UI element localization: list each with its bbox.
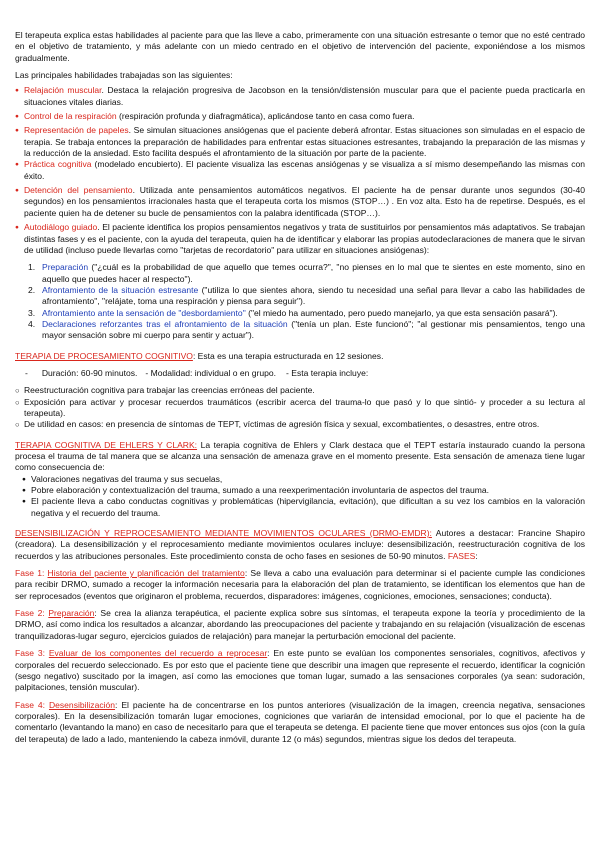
phase-number: 1.: [28, 262, 36, 273]
emdr-fases-label: FASES: [447, 550, 476, 561]
ehlers-text: La terapia cognitiva de Ehlers y Clark destaca que el TEPT estaría instaurado cuando la persona procesa el trauma de tal manera que se alcanza una sensación de amenaza grave en el momento presente. Esta sensación de amenaza tiene lugar como consecuencia de:: [15, 439, 585, 473]
skill-item-cognitive-practice: [15, 159, 585, 182]
ehlers-title: TERAPIA COGNITIVA DE EHLERS Y CLARK:: [15, 439, 198, 450]
tpc-detail-includes: - Esta terapia incluye:: [286, 367, 369, 378]
tpc-section: [15, 351, 585, 362]
phase-text: ("¿cuál es la probabilidad de que aquello que temes ocurra?", "no pienses en lo mal que te sientes en este momento, sino en aquello que puedes hacer al respecto").: [42, 262, 585, 284]
phase-name: Afrontamiento de la situación estresante: [42, 284, 199, 295]
phase-text: ("utiliza lo que sientes ahora, siendo tu necesidad una señal para llevar a cabo las habilidades de afrontamiento", "relájate, toma una respiración y piensa para seguir").: [42, 284, 585, 307]
phase-item-overwhelm: [15, 308, 585, 319]
emdr-phase-title: Evaluar de los componentes del recuerdo a reprocesar: [48, 648, 268, 659]
tpc-detail-modality: - Modalidad: individual o en grupo.: [145, 367, 277, 378]
skill-text: (modelado encubierto). El paciente visualiza las escenas ansiógenas y se visualiza a sí mismo desempeñando las mismas con éxito.: [24, 159, 585, 181]
skill-text: (respiración profunda y diafragmática), aplicándose tanto en casa como fuera.: [116, 111, 415, 122]
phase-item-coping: [15, 285, 585, 308]
skill-name: Representación de papeles: [24, 125, 129, 136]
emdr-phase-text: : En este punto se evalúan los componentes sensoriales, cognitivos, afectivos y corporales del recuerdo seleccionado. Es por esto que el paciente tiene que describir una imagen que represente el recuerdo, identificar la cognición (sesgo negativo) suscitado por la imagen, así como las emociones que toman lugar, sumado a las sensaciones corporales (ya sean: sudoración, palpitaciones, tensión muscular).: [15, 648, 585, 693]
phase-number: 4.: [28, 318, 36, 329]
phase-text: ("tenía un plan. Este funcionó"; "al gestionar mis pensamientos, tengo una mayor sensación sobre mi cuerpo para sentir y actuar").: [42, 318, 585, 341]
emdr-title: DESENSIBILIZACIÓN Y REPROCESAMIENTO MEDIANTE MOVIMIENTOS OCULARES (DRMO-EMDR):: [15, 528, 432, 539]
emdr-phase-label: Fase 2:: [15, 608, 49, 619]
emdr-fases-suffix: :: [475, 550, 478, 561]
skill-name: Práctica cognitiva: [24, 159, 92, 170]
tpc-detail-duration: Duración: 60-90 minutos.: [41, 367, 138, 378]
emdr-phase-1: [15, 568, 585, 602]
emdr-phase-title: Preparación: [48, 608, 95, 619]
tpc-item: ○ Reestructuración cognitiva para trabajar las creencias erróneas del paciente.: [15, 385, 585, 396]
skill-item-relaxation: [15, 85, 585, 108]
ehlers-item: ● Pobre elaboración y contextualización del trauma, sumado a una reexperimentación involuntaria de aspectos del trauma.: [15, 485, 585, 496]
phase-text: ("el miedo ha aumentado, pero puedo manejarlo, ya que esta sensación pasará").: [245, 307, 558, 318]
ehlers-item: ● El paciente lleva a cabo conductas cognitivas y problemáticas (hipervigilancia, evitación), que dificultan a su vez los cambios en la valoración negativa y el recuerdo del trauma.: [15, 496, 585, 519]
tpc-detail-dash: -: [25, 367, 28, 378]
emdr-phase-label: Fase 1:: [15, 568, 48, 579]
emdr-phase-text: : El paciente ha de concentrarse en los puntos anteriores (visualización de la imagen, creencia negativa, sensaciones corporales). En la desensibilización tomarán lugar emociones, cogniciones que variarán de intensidad emocional, por lo que el paciente ha de comentarlo (levantando la mano) en caso de necesitarlo para que el terapeuta se detenga. El paciente tiene que mover entonces sus ojos (con la guía del terapeuta) de lado a lado, manteniendo la cabeza inmóvil, durante 12 (o más) segundos, mientras sigue los dedos del terapeuta.: [15, 699, 585, 744]
emdr-text: Autores a destacar: Francine Shapiro (creadora). La desensibilización y el reprocesamiento mediante movimientos oculares incluye: desensibilización, reestructuración cognitiva de los recuerdos y las atribuciones personales. Este procedimiento consta de ocho fases en sesiones de 50-90 minutos.: [15, 528, 585, 561]
skill-name: Detención del pensamiento: [24, 185, 133, 196]
phase-item-preparation: [15, 262, 585, 285]
tpc-item: ○ Exposición para activar y procesar recuerdos traumáticos (escribir acerca del trauma-lo que pasó y lo que sintió- y proceder a su lectura al terapeuta).: [15, 397, 585, 420]
phase-name: Afrontamiento ante la sensación de "desbordamiento": [42, 307, 246, 318]
phase-item-reinforcing: [15, 319, 585, 342]
emdr-phase-text: : Se crea la alianza terapéutica, el paciente explica sobre sus síntomas, el terapeuta expone la teoría y procedimiento de la DRMO, así como indica los resultados a alcanzar, abordando las preocupaciones del paciente y trabajando en su relajación (visualización de escenas tranquilizadoras-lugar seguro, ejercicios guiados de relajación) para manejar la perturbación emocional del paciente.: [15, 608, 585, 641]
emdr-phase-label: Fase 3:: [15, 648, 49, 659]
emdr-section: [15, 528, 585, 562]
skill-item-thought-stopping: [15, 185, 585, 219]
ehlers-item: ● Valoraciones negativas del trauma y sus secuelas,: [15, 474, 585, 485]
phase-name: Preparación: [42, 262, 89, 273]
phase-number: 2.: [28, 284, 36, 295]
skill-text: . El paciente identifica los propios pensamientos negativos y trata de sustituirlos por pensamientos más adaptativos. Se trabajan distintas fases y es el paciente, con la ayuda del terapeuta, quien ha de identificar y elaborar las propias autodeclaraciones de manera que le sirvan de utilidad (incluso puede llevarlas como "tarjetas de recordatorio" para utilizar en situaciones ansiógenas):: [24, 222, 586, 255]
skill-name: Autodiálogo guiado: [24, 222, 98, 233]
tpc-title: TERAPIA DE PROCESAMIENTO COGNITIVO: [15, 350, 193, 361]
emdr-phase-text: : Se lleva a cabo una evaluación para determinar si el paciente cumple las condiciones para recibir DRMO, sumado a recoger la información necesaria para la elaboración del plan de tratamiento, se identifican los elementos que han de ser reprocesados (eventos que originaron el problema, recuerdos, disparadores: imágenes, cogniciones, emociones, sensaciones; conducta).: [15, 568, 585, 601]
emdr-phase-2: [15, 608, 585, 642]
skill-text: . Destaca la relajación progresiva de Jacobson en la tensión/distensión muscular para que el paciente pueda practicarla en situaciones vitales diarias.: [24, 85, 586, 107]
skills-heading: Las principales habilidades trabajadas son las siguientes:: [15, 70, 233, 81]
phase-number: 3.: [28, 307, 36, 318]
ehlers-section: [15, 440, 585, 474]
skill-text: . Se simulan situaciones ansiógenas que el paciente deberá afrontar. Estas situaciones son simuladas en el espacio de terapia. Se trabaja entonces la preparación de habilidades para enfrentar estas situaciones estresantes, trabajando la preparación de las mismas y la reducción de la ansiedad. Esto facilita después el afrontamiento de la situación por parte de la paciente.: [24, 125, 586, 159]
skill-item-role-play: [15, 125, 585, 159]
tpc-details: [15, 368, 585, 379]
skill-item-breathing: [15, 111, 585, 122]
emdr-phase-title: Historia del paciente y planificación del tratamiento: [47, 568, 245, 579]
tpc-text: : Esta es una terapia estructurada en 12 sesiones.: [192, 350, 384, 361]
emdr-phase-3: [15, 648, 585, 693]
emdr-phase-title: Desensibilización: [48, 699, 116, 710]
phase-name: Declaraciones reforzantes tras el afrontamiento de la situación: [42, 318, 288, 329]
emdr-phase-label: Fase 4:: [15, 699, 49, 710]
skill-name: Control de la respiración: [24, 111, 117, 122]
skill-item-guided-self-talk: [15, 222, 585, 256]
skill-name: Relajación muscular: [24, 85, 102, 96]
tpc-item: ○ De utilidad en casos: en presencia de síntomas de TEPT, víctimas de agresión física y sexual, excombatientes, o desastres, entre otros.: [15, 419, 585, 430]
skill-text: . Utilizada ante pensamientos automáticos negativos. El paciente ha de pensar durante unos segundos (30-40 segundos) en los pensamientos irracionales hasta que el terapeuta corta los mismos (STOP…) . En voz alta. Esto ha de repetirse. Después, es el paciente quien ha de detener su bucle de pensamientos con la palabra identificada (STOP…).: [24, 185, 585, 218]
intro-paragraph: El terapeuta explica estas habilidades al paciente para que las lleve a cabo, primeramente con una situación estresante o temor que no esté centrado en el objetivo de tratamiento, y más adelante con un miedo centrado en el objetivo de intervención del paciente, exponiéndose a los mismos gradualmente.: [15, 30, 585, 63]
emdr-phase-4: [15, 700, 585, 745]
document-page: [15, 30, 585, 745]
